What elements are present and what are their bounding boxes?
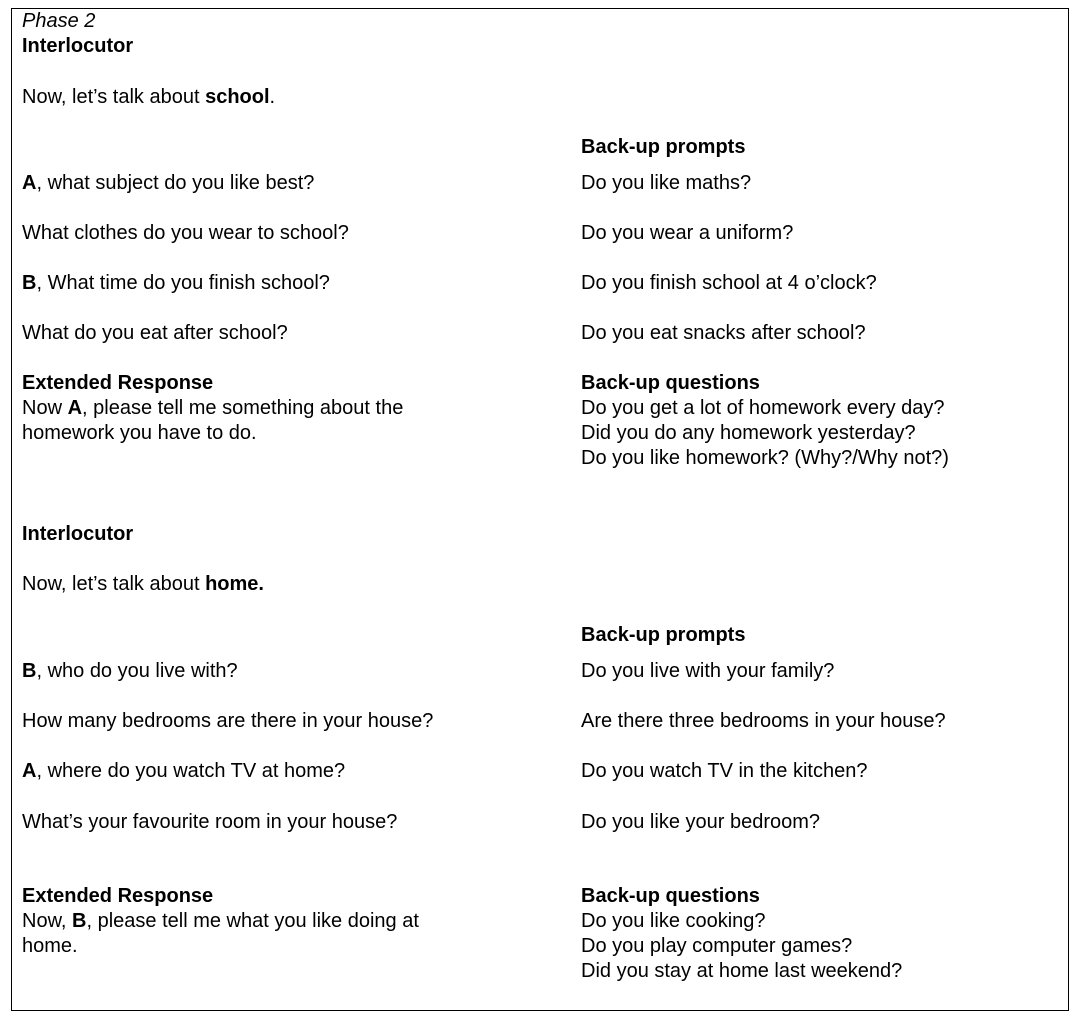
question-text: , who do you live with? bbox=[36, 660, 238, 682]
school-prompt-4: Do you eat snacks after school? bbox=[581, 322, 866, 344]
home-prompt-3: Do you watch TV in the kitchen? bbox=[581, 760, 868, 782]
speaker-label: A bbox=[22, 172, 37, 194]
school-backup-question-2: Did you do any homework yesterday? bbox=[581, 422, 916, 444]
speaker-label: B bbox=[22, 272, 37, 294]
school-intro-prefix: Now, let’s talk about bbox=[22, 86, 206, 108]
school-extended-line-2: homework you have to do. bbox=[22, 422, 257, 444]
home-question-2 bbox=[22, 709, 433, 734]
question-text: What clothes do you wear to school? bbox=[22, 222, 349, 244]
home-prompt-2: Are there three bedrooms in your house? bbox=[581, 710, 946, 732]
school-prompt-2: Do you wear a uniform? bbox=[581, 222, 794, 244]
home-intro bbox=[22, 572, 264, 597]
home-backup-question-3: Did you stay at home last weekend? bbox=[581, 960, 903, 982]
school-question-2 bbox=[22, 221, 349, 246]
speaker-label: B bbox=[72, 910, 87, 932]
home-backup-questions-heading: Back-up questions bbox=[581, 885, 760, 907]
question-text: , where do you watch TV at home? bbox=[36, 760, 346, 782]
question-text: What’s your favourite room in your house? bbox=[22, 811, 398, 833]
extended-suffix: , please tell me what you like doing at bbox=[86, 910, 419, 932]
home-question-4 bbox=[22, 810, 397, 835]
question-text: How many bedrooms are there in your house? bbox=[22, 710, 434, 732]
extended-prefix: Now bbox=[22, 397, 68, 419]
home-prompt-4: Do you like your bedroom? bbox=[581, 811, 821, 833]
phase-label: Phase 2 bbox=[22, 10, 96, 32]
speaker-label: B bbox=[22, 660, 37, 682]
school-backup-question-1: Do you get a lot of homework every day? bbox=[581, 397, 945, 419]
home-backup-question-2: Do you play computer games? bbox=[581, 935, 853, 957]
home-backup-prompts-heading: Back-up prompts bbox=[581, 624, 746, 646]
home-intro-topic: home. bbox=[205, 573, 264, 595]
school-prompt-3: Do you finish school at 4 o’clock? bbox=[581, 272, 877, 294]
school-question-3 bbox=[22, 271, 330, 296]
speaker-label: A bbox=[22, 760, 37, 782]
home-question-1 bbox=[22, 659, 238, 684]
school-backup-prompts-heading: Back-up prompts bbox=[581, 136, 746, 158]
home-prompt-1: Do you live with your family? bbox=[581, 660, 835, 682]
school-question-4 bbox=[22, 321, 288, 346]
home-intro-prefix: Now, let’s talk about bbox=[22, 573, 206, 595]
home-extended-line-1 bbox=[22, 909, 419, 934]
school-extended-heading: Extended Response bbox=[22, 372, 214, 394]
speaker-label: A bbox=[67, 397, 83, 419]
school-backup-questions-heading: Back-up questions bbox=[581, 372, 760, 394]
extended-suffix: , please tell me something about the bbox=[82, 397, 404, 419]
home-interlocutor-heading: Interlocutor bbox=[22, 523, 134, 545]
school-intro-suffix: . bbox=[269, 86, 276, 108]
question-text: , What time do you finish school? bbox=[36, 272, 330, 294]
extended-prefix: Now, bbox=[22, 910, 73, 932]
school-interlocutor-heading: Interlocutor bbox=[22, 35, 134, 57]
question-text: What do you eat after school? bbox=[22, 322, 288, 344]
question-text: , what subject do you like best? bbox=[36, 172, 315, 194]
school-question-1 bbox=[22, 171, 314, 196]
home-extended-heading: Extended Response bbox=[22, 885, 214, 907]
school-intro bbox=[22, 85, 275, 110]
school-backup-question-3: Do you like homework? (Why?/Why not?) bbox=[581, 447, 949, 469]
home-question-3 bbox=[22, 759, 345, 784]
home-extended-line-2: home. bbox=[22, 935, 78, 957]
school-intro-topic: school bbox=[205, 86, 270, 108]
home-backup-question-1: Do you like cooking? bbox=[581, 910, 766, 932]
school-extended-line-1 bbox=[22, 396, 403, 421]
exam-frame bbox=[11, 8, 1069, 1011]
school-prompt-1: Do you like maths? bbox=[581, 172, 752, 194]
